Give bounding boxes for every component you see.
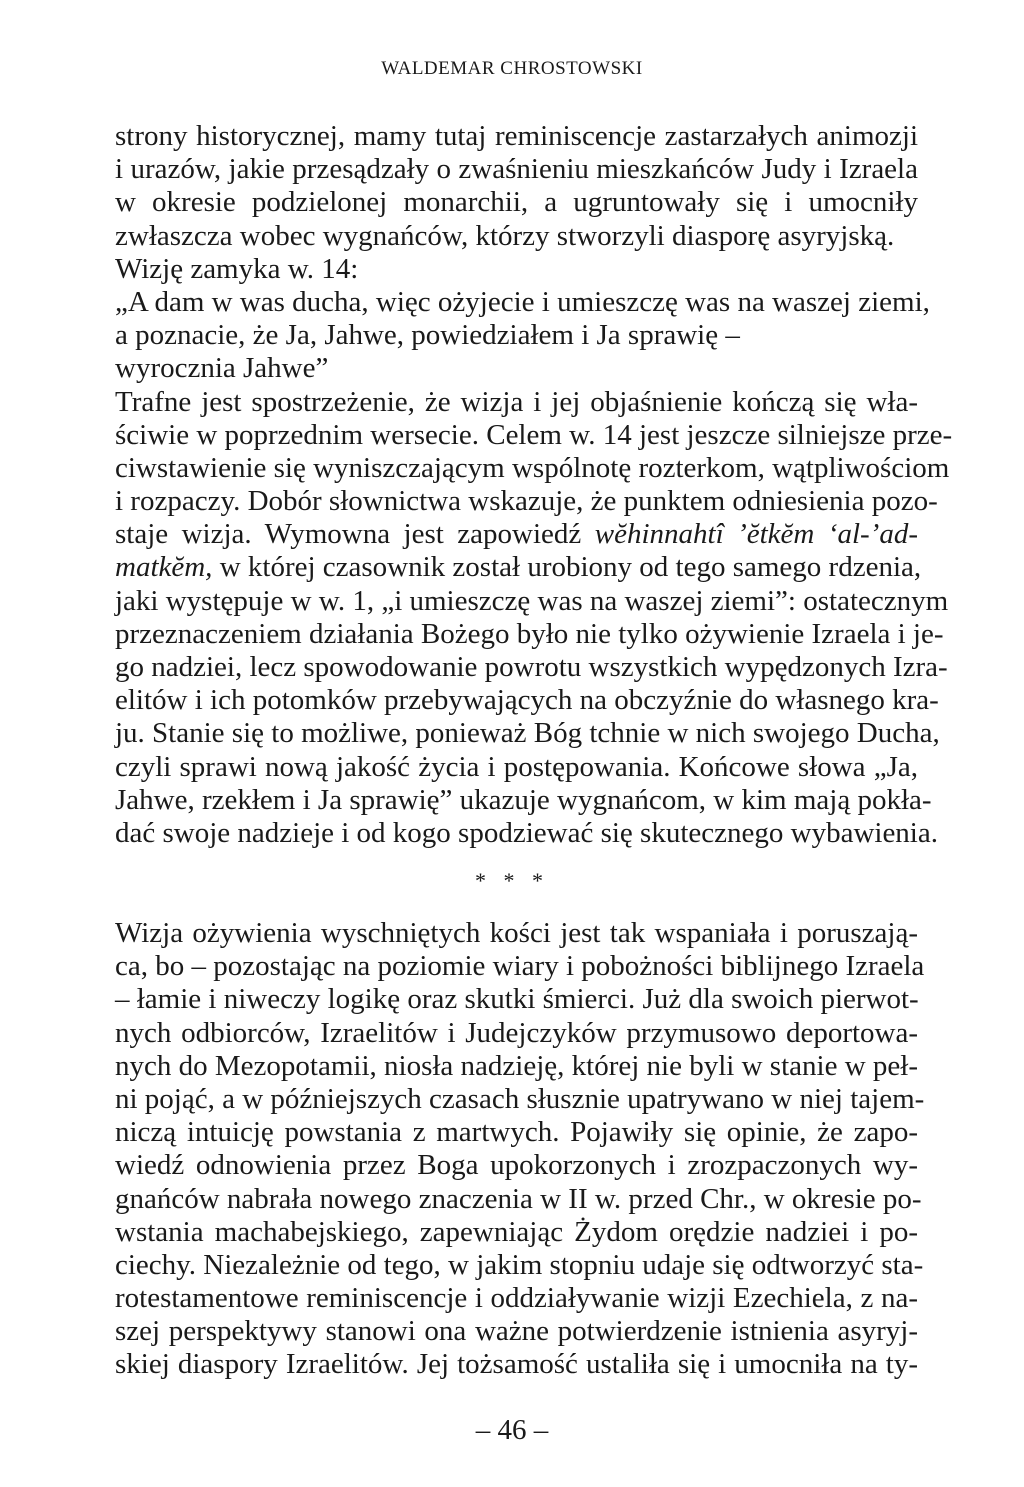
page-number: – 46 –: [475, 1414, 549, 1446]
text-line-with-transliteration: [115, 518, 918, 551]
text-line: nych do Mezopotamii, niosła nadzieję, której nie byli w stanie w peł-: [115, 1049, 918, 1082]
text-line: strony historycznej, mamy tutaj reminiscencje zastarzałych animozji: [115, 120, 918, 152]
text-fragment: staje wizja. Wymowna jest zapowiedź: [115, 518, 595, 551]
section-one: [115, 120, 953, 850]
section-separator: * * *: [475, 868, 549, 893]
text-line: zwłaszcza wobec wygnańców, którzy stworzyli diasporę asyryjską.: [115, 219, 895, 252]
hebrew-transliteration: wĕhinnahtî ’ĕtkĕm ‘al-’ad-: [594, 518, 918, 551]
text-line: wstania machabejskiego, zapewniając Żydom orędzie nadziei i po-: [115, 1215, 918, 1248]
text-line: szej perspektywy stanowi ona ważne potwierdzenie istnienia asyryj-: [115, 1315, 918, 1348]
text-line: i rozpaczy. Dobór słownictwa wskazuje, że punktem odniesienia pozo-: [115, 485, 938, 518]
hebrew-transliteration: matkĕm,: [115, 551, 213, 584]
text-line: ju. Stanie się to możliwe, ponieważ Bóg tchnie w nich swojego Ducha,: [115, 717, 940, 750]
quote-line: „A dam w was ducha, więc ożyjecie i umieszczę was na waszej ziemi,: [115, 285, 930, 318]
quote-line: a poznacie, że Ja, Jahwe, powiedziałem i Ja sprawię –: [115, 319, 740, 352]
text-line: go nadziei, lecz spowodowanie powrotu wszystkich wypędzonych Izra-: [115, 651, 948, 683]
text-line: nych odbiorców, Izraelitów i Judejczyków przymusowo deportowa-: [115, 1016, 918, 1049]
text-line: skiej diaspory Izraelitów. Jej tożsamość ustaliła się i umocniła na ty-: [115, 1348, 918, 1381]
text-line: ściwie w poprzednim wersecie. Celem w. 14 jest jeszcze silniejsze prze-: [115, 418, 953, 451]
quote-line: wyrocznia Jahwe”: [115, 352, 329, 385]
text-line: w okresie podzielonej monarchii, a ugruntowały się i umocniły: [115, 186, 918, 219]
text-line: Wizja ożywienia wyschniętych kości jest tak wspaniała i poruszają-: [115, 917, 918, 949]
text-line: niczą intuicję powstania z martwych. Pojawiły się opinie, że zapo-: [115, 1116, 918, 1149]
text-line-with-transliteration: [115, 551, 922, 584]
text-line: jaki występuje w w. 1, „i umieszczę was na waszej ziemi”: ostatecznym: [115, 584, 949, 617]
section-two: [115, 917, 925, 1382]
text-line: przeznaczeniem działania Bożego było nie tylko ożywienie Izraela i je-: [115, 617, 944, 650]
text-line: ciechy. Niezależnie od tego, w jakim stopniu udaje się odtworzyć sta-: [115, 1248, 924, 1281]
text-line: ni pojąć, a w późniejszych czasach słusznie upatrywano w niej tajem-: [115, 1082, 925, 1115]
text-line: ciwstawienie się wyniszczającym wspólnotę rozterkom, wątpliwościom: [115, 451, 950, 484]
text-line: elitów i ich potomków przebywających na obczyźnie do własnego kra-: [115, 684, 939, 717]
text-line: ca, bo – pozostając na poziomie wiary i pobożności biblijnego Izraela: [115, 950, 925, 983]
text-line: czyli sprawi nową jakość życia i postępowania. Końcowe słowa „Ja,: [115, 750, 918, 783]
text-line: – łamie i niweczy logikę oraz skutki śmierci. Już dla swoich pierwot-: [115, 983, 919, 1016]
running-header-author: WALDEMAR CHROSTOWSKI: [381, 58, 643, 79]
quote-intro: Wizję zamyka w. 14:: [115, 252, 359, 285]
text-line: rotestamentowe reminiscencje i oddziaływanie wizji Ezechiela, z na-: [115, 1282, 918, 1315]
text-line: dać swoje nadzieje i od kogo spodziewać się skutecznego wybawienia.: [115, 816, 938, 849]
text-line: i urazów, jakie przesądzały o zwaśnieniu mieszkańców Judy i Izraela: [115, 153, 918, 186]
text-line: wiedź odnowienia przez Boga upokorzonych i zrozpaczonych wy-: [115, 1149, 918, 1182]
text-line: Trafne jest spostrzeżenie, że wizja i jej objaśnienie kończą się wła-: [115, 385, 918, 418]
text-line: gnańców nabrała nowego znaczenia w II w. przed Chr., w okresie po-: [115, 1182, 922, 1215]
text-fragment: w której czasownik został urobiony od tego samego rdzenia,: [212, 551, 922, 584]
text-line: Jahwe, rzekłem i Ja sprawię” ukazuje wygnańcom, w kim mają pokła-: [115, 783, 932, 816]
